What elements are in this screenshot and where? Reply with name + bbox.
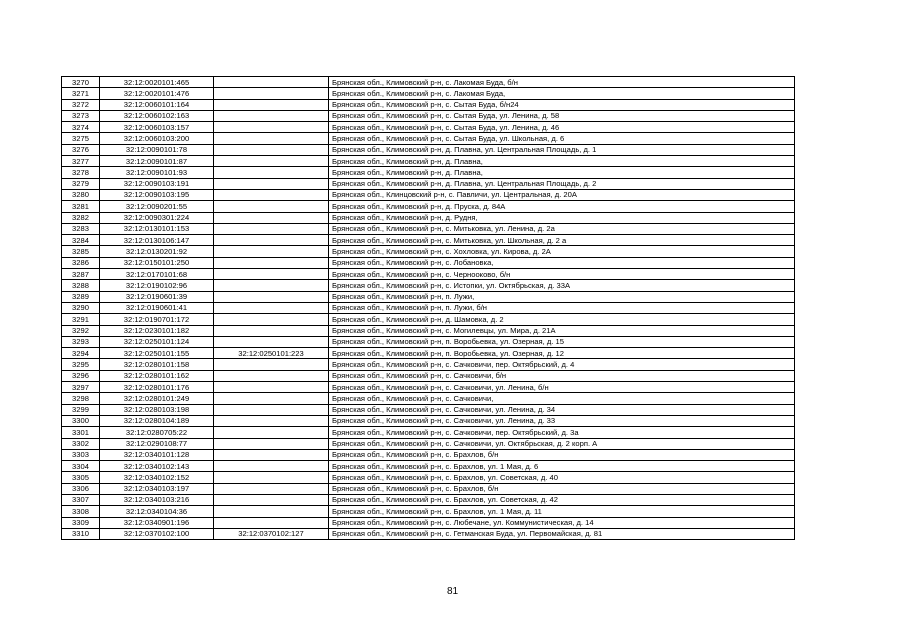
table-row <box>62 370 795 381</box>
related-cadastral-number-cell <box>214 461 329 472</box>
row-number-cell: 3282 <box>62 212 100 223</box>
cadastral-number-cell: 32:12:0130201:92 <box>100 246 214 257</box>
related-cadastral-number-cell <box>214 201 329 212</box>
cadastral-number-cell: 32:12:0340104:36 <box>100 506 214 517</box>
table-row <box>62 438 795 449</box>
table-row <box>62 189 795 200</box>
related-cadastral-number-cell <box>214 144 329 155</box>
row-number-cell: 3293 <box>62 336 100 347</box>
address-cell: Брянская обл., Климовский р-н, с. Могилевцы, ул. Мира, д. 21А <box>329 325 795 336</box>
table-row <box>62 257 795 268</box>
cadastral-number-cell: 32:12:0280101:162 <box>100 370 214 381</box>
table-row <box>62 235 795 246</box>
table-row <box>62 212 795 223</box>
row-number-cell: 3303 <box>62 449 100 460</box>
cadastral-number-cell: 32:12:0060102:163 <box>100 110 214 121</box>
table-row <box>62 528 795 539</box>
row-number-cell: 3294 <box>62 348 100 359</box>
address-cell: Брянская обл., Климовский р-н, с. Митьковка, ул. Ленина, д. 2а <box>329 223 795 234</box>
address-cell: Брянская обл., Климовский р-н, д. Плавна, <box>329 167 795 178</box>
table-row <box>62 449 795 460</box>
row-number-cell: 3307 <box>62 494 100 505</box>
address-cell: Брянская обл., Климовский р-н, с. Чернооково, б/н <box>329 269 795 280</box>
row-number-cell: 3298 <box>62 393 100 404</box>
related-cadastral-number-cell <box>214 370 329 381</box>
table-row <box>62 291 795 302</box>
address-cell: Брянская обл., Климовский р-н, с. Сытая Буда, ул. Ленина, д. 46 <box>329 122 795 133</box>
address-cell: Брянская обл., Климовский р-н, с. Сытая Буда, ул. Ленина, д. 58 <box>329 110 795 121</box>
table-row <box>62 404 795 415</box>
cadastral-number-cell: 32:12:0370102:100 <box>100 528 214 539</box>
page-number: 81 <box>446 586 459 597</box>
address-cell: Брянская обл., Климовский р-н, с. Лакомая Буда, б/н <box>329 77 795 88</box>
cadastral-number-cell: 32:12:0090103:195 <box>100 189 214 200</box>
address-cell: Брянская обл., Климовский р-н, д. Рудня, <box>329 212 795 223</box>
row-number-cell: 3309 <box>62 517 100 528</box>
table-row <box>62 246 795 257</box>
related-cadastral-number-cell <box>214 291 329 302</box>
related-cadastral-number-cell <box>214 494 329 505</box>
address-cell: Брянская обл., Климовский р-н, с. Брахлов, б/н <box>329 449 795 460</box>
address-cell: Брянская обл., Климовский р-н, с. Сачковичи, ул. Ленина, д. 33 <box>329 415 795 426</box>
row-number-cell: 3273 <box>62 110 100 121</box>
address-cell: Брянская обл., Климовский р-н, с. Брахлов, ул. Советская, д. 40 <box>329 472 795 483</box>
row-number-cell: 3287 <box>62 269 100 280</box>
table-row <box>62 336 795 347</box>
related-cadastral-number-cell: 32:12:0250101:223 <box>214 348 329 359</box>
row-number-cell: 3288 <box>62 280 100 291</box>
address-cell: Брянская обл., Климовский р-н, п. Лужи, б/н <box>329 302 795 313</box>
related-cadastral-number-cell <box>214 269 329 280</box>
row-number-cell: 3283 <box>62 223 100 234</box>
row-number-cell: 3305 <box>62 472 100 483</box>
cadastral-number-cell: 32:12:0340103:216 <box>100 494 214 505</box>
address-cell: Брянская обл., Климовский р-н, с. Сытая Буда, б/н24 <box>329 99 795 110</box>
address-cell: Брянская обл., Климовский р-н, с. Брахлов, ул. 1 Мая, д. 6 <box>329 461 795 472</box>
table-row <box>62 144 795 155</box>
row-number-cell: 3291 <box>62 314 100 325</box>
cadastral-number-cell: 32:12:0190701:172 <box>100 314 214 325</box>
cadastral-number-cell: 32:12:0280104:189 <box>100 415 214 426</box>
row-number-cell: 3295 <box>62 359 100 370</box>
address-cell: Брянская обл., Климовский р-н, с. Сачковичи, ул. Ленина, д. 34 <box>329 404 795 415</box>
cadastral-number-cell: 32:12:0190601:39 <box>100 291 214 302</box>
address-cell: Брянская обл., Климовский р-н, с. Сачковичи, пер. Октябрьский, д. 3а <box>329 427 795 438</box>
cadastral-number-cell: 32:12:0190102:96 <box>100 280 214 291</box>
table-row <box>62 269 795 280</box>
table-row <box>62 494 795 505</box>
row-number-cell: 3292 <box>62 325 100 336</box>
row-number-cell: 3286 <box>62 257 100 268</box>
cadastral-number-cell: 32:12:0340102:152 <box>100 472 214 483</box>
cadastral-number-cell: 32:12:0020101:465 <box>100 77 214 88</box>
related-cadastral-number-cell <box>214 212 329 223</box>
address-cell: Брянская обл., Климовский р-н, д. Плавна, ул. Центральная Площадь, д. 2 <box>329 178 795 189</box>
address-cell: Брянская обл., Климовский р-н, с. Сачковичи, <box>329 393 795 404</box>
cadastral-number-cell: 32:12:0090101:87 <box>100 156 214 167</box>
table-row <box>62 461 795 472</box>
related-cadastral-number-cell <box>214 77 329 88</box>
cadastral-number-cell: 32:12:0020101:476 <box>100 88 214 99</box>
address-cell: Брянская обл., Климовский р-н, с. Любечане, ул. Коммунистическая, д. 14 <box>329 517 795 528</box>
table-row <box>62 517 795 528</box>
table-row <box>62 314 795 325</box>
related-cadastral-number-cell <box>214 189 329 200</box>
related-cadastral-number-cell <box>214 167 329 178</box>
row-number-cell: 3297 <box>62 382 100 393</box>
related-cadastral-number-cell <box>214 393 329 404</box>
related-cadastral-number-cell <box>214 156 329 167</box>
cadastral-number-cell: 32:12:0280101:249 <box>100 393 214 404</box>
row-number-cell: 3289 <box>62 291 100 302</box>
address-cell: Брянская обл., Климовский р-н, с. Брахлов, б/н <box>329 483 795 494</box>
registry-table-body <box>62 77 795 540</box>
row-number-cell: 3284 <box>62 235 100 246</box>
table-row <box>62 427 795 438</box>
related-cadastral-number-cell <box>214 506 329 517</box>
cadastral-number-cell: 32:12:0090301:224 <box>100 212 214 223</box>
cadastral-number-cell: 32:12:0340102:143 <box>100 461 214 472</box>
cadastral-number-cell: 32:12:0150101:250 <box>100 257 214 268</box>
cadastral-number-cell: 32:12:0280101:158 <box>100 359 214 370</box>
table-row <box>62 110 795 121</box>
table-row <box>62 382 795 393</box>
cadastral-number-cell: 32:12:0290108:77 <box>100 438 214 449</box>
cadastral-number-cell: 32:12:0340103:197 <box>100 483 214 494</box>
address-cell: Брянская обл., Климовский р-н, с. Истопки, ул. Октябрьская, д. 33А <box>329 280 795 291</box>
related-cadastral-number-cell <box>214 382 329 393</box>
table-row <box>62 88 795 99</box>
address-cell: Брянская обл., Климовский р-н, с. Гетманская Буда, ул. Первомайская, д. 81 <box>329 528 795 539</box>
cadastral-number-cell: 32:12:0090201:55 <box>100 201 214 212</box>
address-cell: Брянская обл., Клинцовский р-н, с. Павличи, ул. Центральная, д. 20А <box>329 189 795 200</box>
cadastral-number-cell: 32:12:0090101:93 <box>100 167 214 178</box>
related-cadastral-number-cell <box>214 483 329 494</box>
table-row <box>62 122 795 133</box>
table-row <box>62 393 795 404</box>
row-number-cell: 3271 <box>62 88 100 99</box>
address-cell: Брянская обл., Климовский р-н, с. Митьковка, ул. Школьная, д. 2 а <box>329 235 795 246</box>
address-cell: Брянская обл., Климовский р-н, п. Воробьевка, ул. Озерная, д. 15 <box>329 336 795 347</box>
related-cadastral-number-cell <box>214 359 329 370</box>
related-cadastral-number-cell: 32:12:0370102:127 <box>214 528 329 539</box>
address-cell: Брянская обл., Климовский р-н, с. Лакомая Буда, <box>329 88 795 99</box>
cadastral-number-cell: 32:12:0230101:182 <box>100 325 214 336</box>
row-number-cell: 3275 <box>62 133 100 144</box>
table-row <box>62 280 795 291</box>
address-cell: Брянская обл., Климовский р-н, д. Шамовка, д. 2 <box>329 314 795 325</box>
table-row <box>62 415 795 426</box>
address-cell: Брянская обл., Климовский р-н, с. Сачковичи, ул. Ленина, б/н <box>329 382 795 393</box>
related-cadastral-number-cell <box>214 472 329 483</box>
cadastral-number-cell: 32:12:0170101:68 <box>100 269 214 280</box>
table-row <box>62 483 795 494</box>
address-cell: Брянская обл., Климовский р-н, с. Хохловка, ул. Кирова, д. 2А <box>329 246 795 257</box>
row-number-cell: 3301 <box>62 427 100 438</box>
row-number-cell: 3272 <box>62 99 100 110</box>
related-cadastral-number-cell <box>214 223 329 234</box>
table-row <box>62 201 795 212</box>
row-number-cell: 3300 <box>62 415 100 426</box>
related-cadastral-number-cell <box>214 404 329 415</box>
row-number-cell: 3280 <box>62 189 100 200</box>
cadastral-number-cell: 32:12:0090103:191 <box>100 178 214 189</box>
related-cadastral-number-cell <box>214 325 329 336</box>
related-cadastral-number-cell <box>214 88 329 99</box>
table-row <box>62 325 795 336</box>
table-row <box>62 133 795 144</box>
address-cell: Брянская обл., Климовский р-н, д. Пруска, д. 84А <box>329 201 795 212</box>
cadastral-number-cell: 32:12:0130106:147 <box>100 235 214 246</box>
address-cell: Брянская обл., Климовский р-н, с. Брахлов, ул. Советская, д. 42 <box>329 494 795 505</box>
row-number-cell: 3290 <box>62 302 100 313</box>
related-cadastral-number-cell <box>214 99 329 110</box>
related-cadastral-number-cell <box>214 178 329 189</box>
address-cell: Брянская обл., Климовский р-н, с. Лобановка, <box>329 257 795 268</box>
row-number-cell: 3299 <box>62 404 100 415</box>
row-number-cell: 3308 <box>62 506 100 517</box>
cadastral-number-cell: 32:12:0250101:155 <box>100 348 214 359</box>
row-number-cell: 3270 <box>62 77 100 88</box>
related-cadastral-number-cell <box>214 314 329 325</box>
cadastral-number-cell: 32:12:0280101:176 <box>100 382 214 393</box>
related-cadastral-number-cell <box>214 449 329 460</box>
related-cadastral-number-cell <box>214 336 329 347</box>
related-cadastral-number-cell <box>214 415 329 426</box>
row-number-cell: 3278 <box>62 167 100 178</box>
address-cell: Брянская обл., Климовский р-н, с. Сытая Буда, ул. Школьная, д. 6 <box>329 133 795 144</box>
table-row <box>62 156 795 167</box>
cadastral-number-cell: 32:12:0130101:153 <box>100 223 214 234</box>
table-row <box>62 359 795 370</box>
address-cell: Брянская обл., Климовский р-н, д. Плавна, <box>329 156 795 167</box>
related-cadastral-number-cell <box>214 122 329 133</box>
related-cadastral-number-cell <box>214 133 329 144</box>
related-cadastral-number-cell <box>214 257 329 268</box>
table-row <box>62 178 795 189</box>
cadastral-number-cell: 32:12:0060103:200 <box>100 133 214 144</box>
address-cell: Брянская обл., Климовский р-н, п. Лужи, <box>329 291 795 302</box>
address-cell: Брянская обл., Климовский р-н, с. Сачковичи, б/н <box>329 370 795 381</box>
row-number-cell: 3281 <box>62 201 100 212</box>
property-registry-table <box>61 76 795 540</box>
row-number-cell: 3274 <box>62 122 100 133</box>
row-number-cell: 3306 <box>62 483 100 494</box>
cadastral-number-cell: 32:12:0060101:164 <box>100 99 214 110</box>
address-cell: Брянская обл., Климовский р-н, с. Сачковичи, ул. Октябрьская, д. 2 корп. А <box>329 438 795 449</box>
address-cell: Брянская обл., Климовский р-н, п. Воробьевка, ул. Озерная, д. 12 <box>329 348 795 359</box>
cadastral-number-cell: 32:12:0280705:22 <box>100 427 214 438</box>
row-number-cell: 3285 <box>62 246 100 257</box>
cadastral-number-cell: 32:12:0190601:41 <box>100 302 214 313</box>
table-row <box>62 99 795 110</box>
related-cadastral-number-cell <box>214 302 329 313</box>
table-row <box>62 223 795 234</box>
address-cell: Брянская обл., Климовский р-н, с. Брахлов, ул. 1 Мая, д. 11 <box>329 506 795 517</box>
cadastral-number-cell: 32:12:0060103:157 <box>100 122 214 133</box>
related-cadastral-number-cell <box>214 110 329 121</box>
row-number-cell: 3279 <box>62 178 100 189</box>
related-cadastral-number-cell <box>214 517 329 528</box>
row-number-cell: 3302 <box>62 438 100 449</box>
related-cadastral-number-cell <box>214 427 329 438</box>
cadastral-number-cell: 32:12:0340901:196 <box>100 517 214 528</box>
related-cadastral-number-cell <box>214 246 329 257</box>
cadastral-number-cell: 32:12:0280103:198 <box>100 404 214 415</box>
table-row <box>62 472 795 483</box>
table-row <box>62 506 795 517</box>
table-row <box>62 77 795 88</box>
table-row <box>62 302 795 313</box>
related-cadastral-number-cell <box>214 280 329 291</box>
address-cell: Брянская обл., Климовский р-н, д. Плавна, ул. Центральная Площадь, д. 1 <box>329 144 795 155</box>
cadastral-number-cell: 32:12:0250101:124 <box>100 336 214 347</box>
cadastral-number-cell: 32:12:0340101:128 <box>100 449 214 460</box>
row-number-cell: 3304 <box>62 461 100 472</box>
related-cadastral-number-cell <box>214 438 329 449</box>
row-number-cell: 3296 <box>62 370 100 381</box>
table-row <box>62 348 795 359</box>
table-row <box>62 167 795 178</box>
row-number-cell: 3310 <box>62 528 100 539</box>
cadastral-number-cell: 32:12:0090101:78 <box>100 144 214 155</box>
related-cadastral-number-cell <box>214 235 329 246</box>
row-number-cell: 3276 <box>62 144 100 155</box>
address-cell: Брянская обл., Климовский р-н, с. Сачковичи, пер. Октябрьский, д. 4 <box>329 359 795 370</box>
row-number-cell: 3277 <box>62 156 100 167</box>
